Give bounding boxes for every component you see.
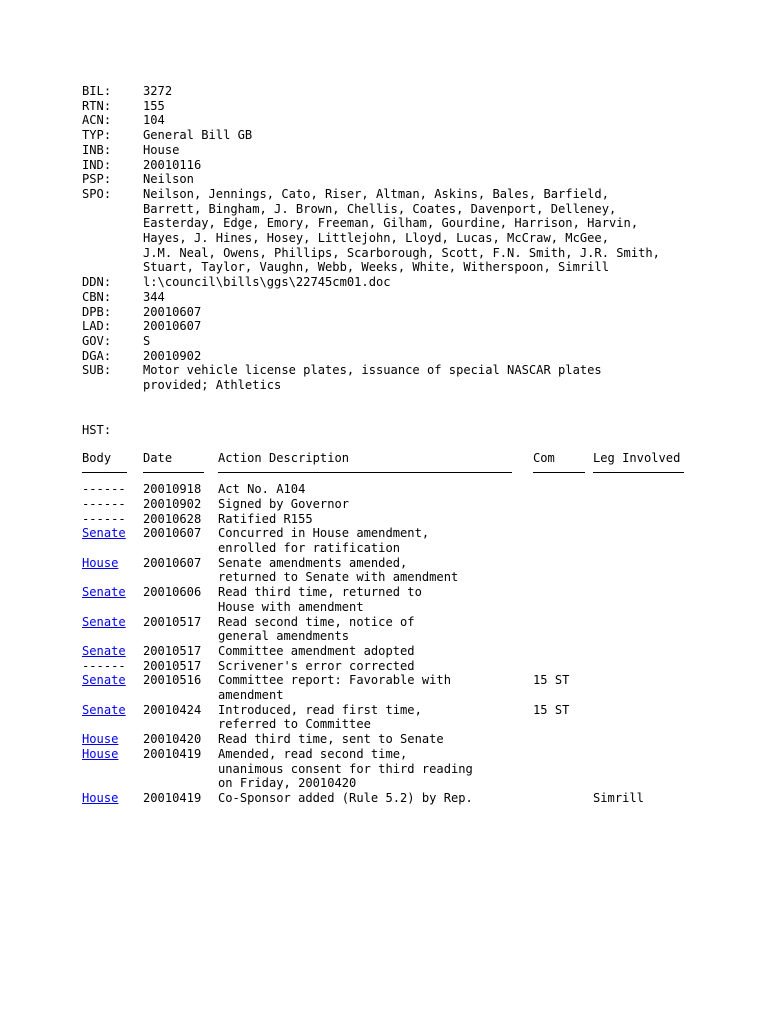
body-link-senate[interactable]: Senate — [82, 614, 126, 629]
history-date: 20010516 — [143, 673, 202, 688]
history-body-cell — [82, 673, 143, 702]
history-body-cell — [82, 791, 143, 806]
field-value-line: 344 — [143, 289, 165, 304]
history-description-line: Read third time, returned to — [218, 585, 422, 600]
body-link-house[interactable]: House — [82, 555, 119, 570]
field-value-line: provided; Athletics — [143, 378, 282, 393]
history-description — [218, 556, 533, 585]
history-body-cell — [82, 644, 143, 659]
history-description-line: referred to Committee — [218, 717, 371, 732]
field-value-line: l:\council\bills\ggs\22745cm01.doc — [143, 275, 391, 290]
field-key: DGA: — [82, 348, 112, 363]
history-leg-involved — [593, 512, 688, 527]
history-date: 20010517 — [143, 614, 202, 629]
history-com — [533, 732, 593, 747]
history-com — [533, 585, 593, 614]
history-description-line: Introduced, read first time, — [218, 702, 422, 717]
body-link-house[interactable]: House — [82, 732, 119, 747]
history-description-line: Amended, read second time, — [218, 746, 408, 761]
field-key: SUB: — [82, 363, 112, 378]
history-row — [82, 585, 722, 614]
history-description-line: House with amendment — [218, 599, 364, 614]
field-key: TYP: — [82, 128, 112, 143]
history-leg-involved — [593, 482, 688, 497]
field-row-gov — [82, 334, 722, 349]
history-com — [533, 482, 593, 497]
field-value-line: Neilson — [143, 172, 194, 187]
field-key: LAD: — [82, 319, 112, 334]
field-value-line: 20010607 — [143, 304, 202, 319]
history-body-cell — [82, 659, 143, 674]
field-key: DPB: — [82, 304, 112, 319]
body-link-house[interactable]: House — [82, 790, 119, 805]
history-header — [82, 451, 722, 466]
history-description — [218, 482, 533, 497]
field-row-sub — [82, 363, 722, 392]
field-value — [143, 334, 703, 349]
field-key: RTN: — [82, 98, 112, 113]
field-value — [143, 275, 703, 290]
field-row-lad — [82, 319, 722, 334]
history-body-cell — [82, 497, 143, 512]
history-row — [82, 556, 722, 585]
history-description — [218, 585, 533, 614]
history-body-cell — [82, 526, 143, 555]
history-description-line: Co-Sponsor added (Rule 5.2) by Rep. — [218, 790, 473, 805]
history-row — [82, 732, 722, 747]
history-description — [218, 615, 533, 644]
history-com: 15 ST — [533, 702, 570, 717]
history-description — [218, 791, 533, 806]
field-key: CBN: — [82, 289, 112, 304]
history-row — [82, 482, 722, 497]
field-value-line: Hayes, J. Hines, Hosey, Littlejohn, Lloyd, Lucas, McCraw, McGee, — [143, 231, 609, 246]
history-description-line: Committee amendment adopted — [218, 643, 415, 658]
history-leg-involved: Simrill — [593, 790, 644, 805]
history-row — [82, 497, 722, 512]
underline-date — [143, 472, 204, 473]
history-leg-involved — [593, 526, 688, 555]
field-value-line: J.M. Neal, Owens, Phillips, Scarborough, Scott, F.N. Smith, J.R. Smith, — [143, 245, 660, 260]
header-leg-involved: Leg Involved — [593, 451, 681, 466]
body-link-senate[interactable]: Senate — [82, 526, 126, 541]
field-row-dpb — [82, 305, 722, 320]
history-date: 20010628 — [143, 511, 202, 526]
field-value — [143, 319, 703, 334]
field-value-line: House — [143, 142, 180, 157]
history-row — [82, 644, 722, 659]
history-body-cell — [82, 556, 143, 585]
body-link-senate[interactable]: Senate — [82, 673, 126, 688]
history-description — [218, 526, 533, 555]
history-description — [218, 659, 533, 674]
header-underlines — [82, 466, 722, 482]
history-leg-involved — [593, 659, 688, 674]
header-action-description: Action Description — [218, 451, 350, 466]
history-description-line: Read second time, notice of — [218, 614, 415, 629]
field-value — [143, 290, 703, 305]
history-com — [533, 512, 593, 527]
history-description — [218, 747, 533, 791]
history-com — [533, 497, 593, 512]
field-value-line: Stuart, Taylor, Vaughn, Webb, Weeks, White, Witherspoon, Simrill — [143, 260, 609, 275]
field-value — [143, 84, 703, 99]
bill-record — [82, 84, 722, 806]
field-value-line: S — [143, 333, 151, 348]
history-com — [533, 644, 593, 659]
field-value — [143, 363, 703, 392]
history-description-line: general amendments — [218, 629, 350, 644]
body-placeholder: ------ — [82, 496, 126, 511]
body-placeholder: ------ — [82, 658, 126, 673]
underline-body — [82, 472, 127, 473]
field-value — [143, 172, 703, 187]
history-row — [82, 747, 722, 791]
bill-fields — [82, 84, 722, 393]
history-description-line: Senate amendments amended, — [218, 555, 408, 570]
field-value-line: Neilson, Jennings, Cato, Riser, Altman, Askins, Bales, Barfield, — [143, 186, 609, 201]
history-date: 20010607 — [143, 526, 202, 541]
field-value — [143, 158, 703, 173]
history-description — [218, 703, 533, 732]
history-com — [533, 556, 593, 585]
field-value-line: Motor vehicle license plates, issuance of special NASCAR plates — [143, 363, 602, 378]
history-description — [218, 673, 533, 702]
field-row-acn — [82, 113, 722, 128]
field-value-line: 20010607 — [143, 319, 202, 334]
field-row-bil — [82, 84, 722, 99]
history-date: 20010419 — [143, 746, 202, 761]
history-date: 20010606 — [143, 585, 202, 600]
field-key: BIL: — [82, 84, 112, 98]
header-body: Body — [82, 451, 112, 466]
history-leg-involved — [593, 497, 688, 512]
body-placeholder: ------ — [82, 482, 126, 497]
body-link-senate[interactable]: Senate — [82, 585, 126, 600]
field-value — [143, 349, 703, 364]
history-label: HST: — [82, 422, 112, 437]
history-leg-involved — [593, 732, 688, 747]
history-date: 20010517 — [143, 643, 202, 658]
history-description-line: returned to Senate with amendment — [218, 570, 459, 585]
history-description-line: enrolled for ratification — [218, 540, 401, 555]
history-row — [82, 659, 722, 674]
field-row-psp — [82, 172, 722, 187]
history-description — [218, 497, 533, 512]
field-row-spo — [82, 187, 722, 275]
history-date: 20010424 — [143, 702, 202, 717]
history-com: 15 ST — [533, 673, 570, 688]
history-body-cell — [82, 703, 143, 732]
field-key: SPO: — [82, 186, 112, 201]
field-row-ind — [82, 158, 722, 173]
history-row — [82, 512, 722, 527]
history-leg-involved — [593, 556, 688, 585]
header-date: Date — [143, 451, 173, 466]
history-com — [533, 615, 593, 644]
header-com: Com — [533, 451, 555, 466]
history-body-cell — [82, 512, 143, 527]
history-row — [82, 673, 722, 702]
history-leg-involved — [593, 615, 688, 644]
history-body-cell — [82, 585, 143, 614]
history-row — [82, 526, 722, 555]
field-value — [143, 128, 703, 143]
field-key: INB: — [82, 142, 112, 157]
field-value-line: General Bill GB — [143, 128, 253, 143]
body-link-senate[interactable]: Senate — [82, 702, 126, 717]
history-leg-involved — [593, 747, 688, 791]
history-date: 20010419 — [143, 790, 202, 805]
field-value-line: Barrett, Bingham, J. Brown, Chellis, Coates, Davenport, Delleney, — [143, 201, 617, 216]
underline-description — [218, 472, 512, 473]
history-description-line: Act No. A104 — [218, 482, 306, 497]
history-leg-involved — [593, 585, 688, 614]
field-row-typ — [82, 128, 722, 143]
field-key: IND: — [82, 157, 112, 172]
field-value-line: 155 — [143, 98, 165, 113]
history-description — [218, 644, 533, 659]
history-leg-involved — [593, 703, 688, 732]
history-description-line: Concurred in House amendment, — [218, 526, 430, 541]
body-placeholder: ------ — [82, 511, 126, 526]
field-value — [143, 305, 703, 320]
history-body-cell — [82, 615, 143, 644]
field-key: ACN: — [82, 113, 112, 128]
history-body-cell — [82, 482, 143, 497]
history-description — [218, 512, 533, 527]
history-description-line: Ratified R155 — [218, 511, 313, 526]
history-description-line: Committee report: Favorable with — [218, 673, 451, 688]
field-value-line: 20010902 — [143, 348, 202, 363]
history-description-line: amendment — [218, 688, 284, 703]
field-value-line: 104 — [143, 113, 165, 128]
field-value — [143, 143, 703, 158]
history-com — [533, 791, 593, 806]
field-key: PSP: — [82, 172, 112, 187]
body-link-house[interactable]: House — [82, 746, 119, 761]
history-description-line: Signed by Governor — [218, 496, 350, 511]
body-link-senate[interactable]: Senate — [82, 643, 126, 658]
history-row — [82, 703, 722, 732]
history-description-line: unanimous consent for third reading — [218, 761, 473, 776]
field-value — [143, 113, 703, 128]
underline-leg — [593, 472, 684, 473]
history-com — [533, 526, 593, 555]
history-row — [82, 791, 722, 806]
history-date: 20010918 — [143, 482, 202, 497]
history-row — [82, 615, 722, 644]
history-date: 20010420 — [143, 732, 202, 747]
underline-com — [533, 472, 585, 473]
history-description-line: Scrivener's error corrected — [218, 658, 415, 673]
field-value — [143, 187, 703, 275]
field-key: DDN: — [82, 275, 112, 290]
field-value-line: Easterday, Edge, Emory, Freeman, Gilham, Gourdine, Harrison, Harvin, — [143, 216, 639, 231]
history-date: 20010607 — [143, 555, 202, 570]
history-body-cell — [82, 732, 143, 747]
field-row-dga — [82, 349, 722, 364]
history-com — [533, 659, 593, 674]
history-leg-involved — [593, 673, 688, 702]
history-body-cell — [82, 747, 143, 791]
history-date: 20010517 — [143, 658, 202, 673]
field-row-cbn — [82, 290, 722, 305]
field-key: GOV: — [82, 333, 112, 348]
field-value — [143, 99, 703, 114]
history-description — [218, 732, 533, 747]
field-value-line: 3272 — [143, 84, 173, 98]
history-date: 20010902 — [143, 496, 202, 511]
field-value-line: 20010116 — [143, 157, 202, 172]
history-leg-involved — [593, 644, 688, 659]
history-table — [82, 482, 722, 805]
field-row-inb — [82, 143, 722, 158]
history-description-line: Read third time, sent to Senate — [218, 732, 444, 747]
field-row-ddn — [82, 275, 722, 290]
field-row-rtn — [82, 99, 722, 114]
history-com — [533, 747, 593, 791]
history-description-line: on Friday, 20010420 — [218, 776, 357, 791]
